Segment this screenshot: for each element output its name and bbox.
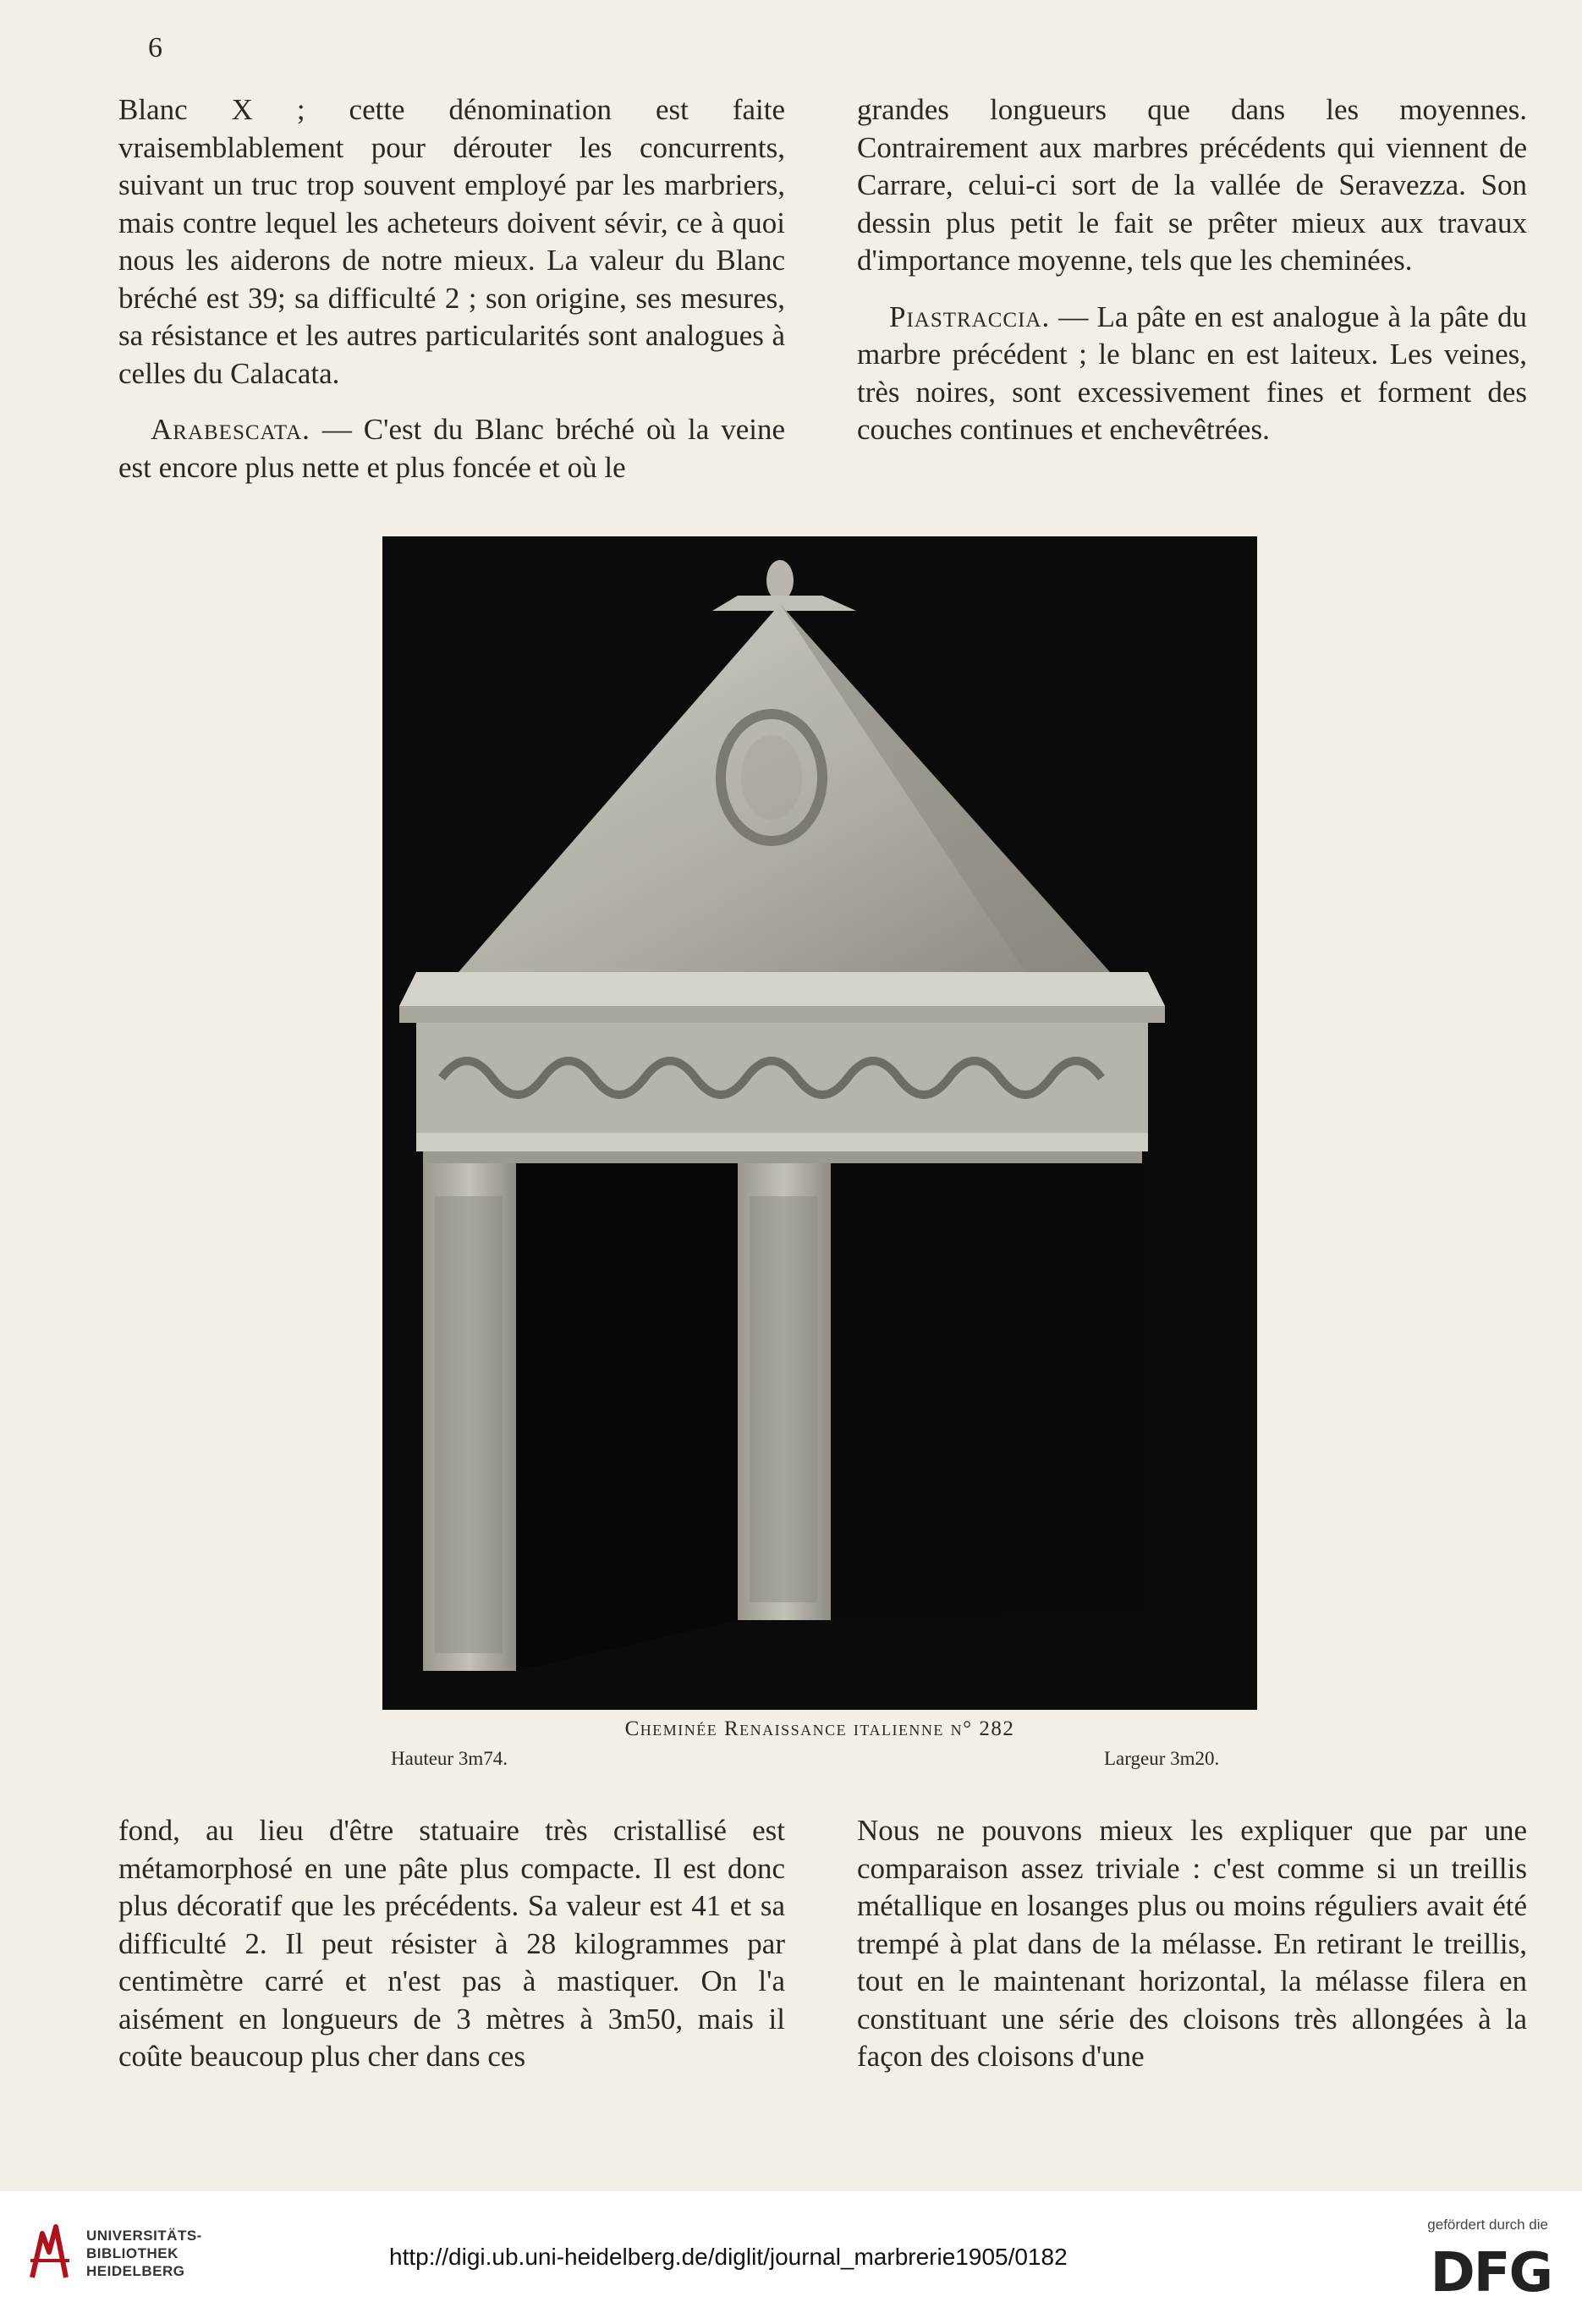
sponsor-caption: gefördert durch die <box>1427 2217 1548 2233</box>
figure-height: Hauteur 3m74. <box>391 1748 508 1769</box>
university-library-logo-icon <box>24 2218 76 2286</box>
section-heading: Arabescata. <box>151 413 310 446</box>
paragraph: Blanc X ; cette dénomination est faite vraisemblablement pour dérouter les concurrents, suivant un truc trop souvent employé par les marbriers, mais contre lequel les acheteurs doivent sévir, ce à quoi nous les aiderons de notre mieux. La valeur du Blanc bréché est 39; sa difficulté 2 ; son origine, ses mesures, sa résistance et les autres particularités sont analogues à celles du Calacata. <box>118 93 785 390</box>
figure-caption: Cheminée Renaissance italienne n° 282 <box>624 1717 1015 1740</box>
paragraph: grandes longueurs que dans les moyennes. Contrairement aux marbres précédents qui viennent de Carrare, celui-ci sort de la vallée de Seravezza. Son dessin plus petit le fait se prêter mieux aux travaux d'importance moyenne, tels que les cheminées. <box>857 93 1527 277</box>
right-column-bottom <box>857 1812 1527 2076</box>
footer-bar <box>0 2191 1582 2324</box>
page-number: 6 <box>148 32 162 63</box>
left-column-bottom <box>118 1812 785 2076</box>
left-column-top <box>118 91 785 486</box>
permalink[interactable]: http://digi.ub.uni-heidelberg.de/diglit/journal_marbrerie1905/0182 <box>389 2244 1068 2270</box>
figure-width: Largeur 3m20. <box>1104 1748 1220 1769</box>
paragraph: Arabescata. — C'est du Blanc bréché où la veine est encore plus nette et plus foncée et où le <box>118 413 785 484</box>
right-column-top <box>857 91 1527 449</box>
fireplace-photograph <box>382 536 1257 1710</box>
dfg-logo: DFG <box>1430 2242 1552 2305</box>
section-heading: Piastraccia. <box>889 299 1051 333</box>
paragraph: Piastraccia. — La pâte en est analogue à la pâte du marbre précédent ; le blanc en est laiteux. Les veines, très noires, sont excessivement fines et forment des couches continues et enchevêtrées. <box>857 299 1527 446</box>
paragraph: fond, au lieu d'être statuaire très cristallisé est métamorphosé en une pâte plus compacte. Il est donc plus décoratif que les précédents. Sa valeur est 41 et sa difficulté 2. Il peut résister à 28 kilogrammes par centimètre carré et n'est pas à mastiquer. On l'a aisément en longueurs de 3 mètres à 3m50, mais il coûte beaucoup plus cher dans ces <box>118 1814 785 2073</box>
library-name: UNIVERSITÄTS- BIBLIOTHEK HEIDELBERG <box>86 2228 202 2279</box>
paragraph: Nous ne pouvons mieux les expliquer que par une comparaison assez triviale : c'est comme si un treillis métallique en losanges plus ou moins réguliers avait été trempé à plat dans de la mélasse. En retirant le treillis, tout en le maintenant horizontal, la mélasse filera en constituant une série des cloisons très allongées à la façon des cloisons d'une <box>857 1814 1527 2073</box>
